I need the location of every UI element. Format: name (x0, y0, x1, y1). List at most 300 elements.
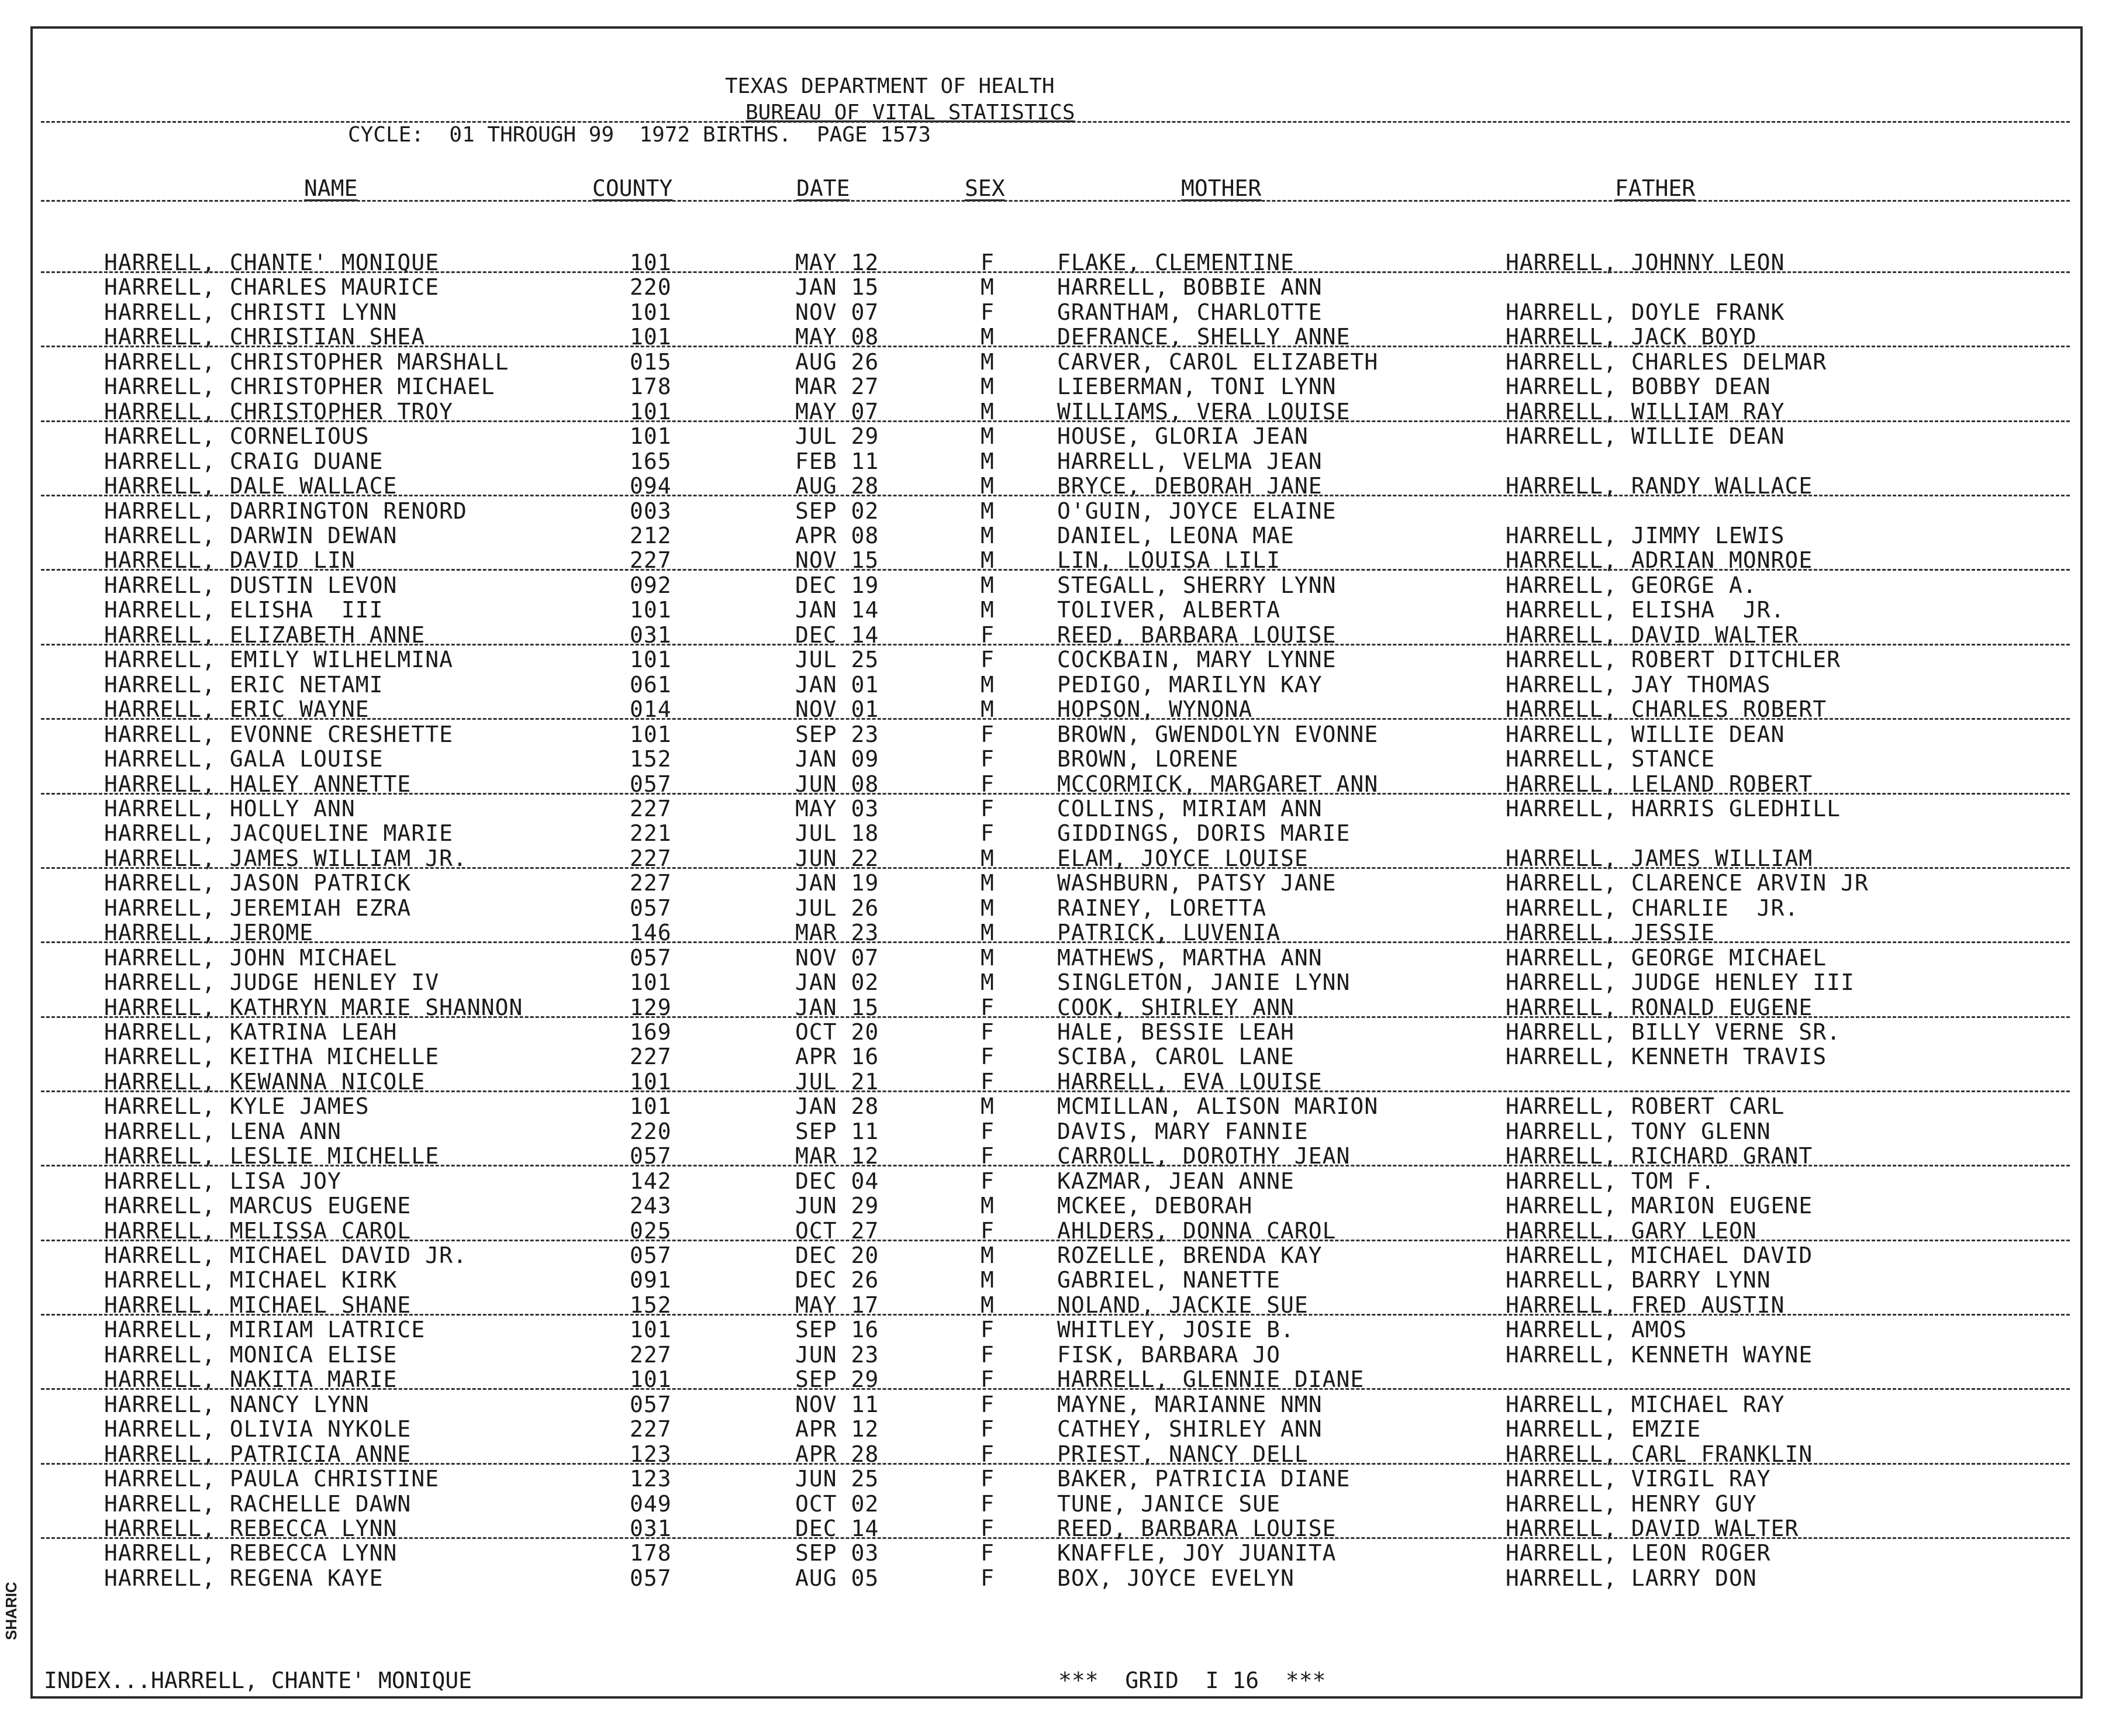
cell-name: HARRELL, CHRISTOPHER MARSHALL (104, 348, 509, 375)
table-row (0, 1392, 2116, 1417)
cell-mother: BROWN, GWENDOLYN EVONNE (1057, 721, 1379, 747)
cell-date: JUL 18 (795, 820, 879, 847)
table-row (0, 374, 2116, 399)
cell-father: HARRELL, ROBERT CARL (1506, 1093, 1785, 1120)
cell-mother: COCKBAIN, MARY LYNNE (1057, 647, 1337, 673)
cell-sex: M (981, 274, 995, 301)
cell-mother: KAZMAR, JEAN ANNE (1057, 1168, 1295, 1194)
cell-name: HARRELL, HALEY ANNETTE (104, 771, 412, 797)
cell-mother: HARRELL, EVA LOUISE (1057, 1068, 1323, 1095)
cell-mother: HALE, BESSIE LEAH (1057, 1019, 1295, 1045)
cell-mother: HARRELL, VELMA JEAN (1057, 448, 1323, 474)
cell-sex: F (981, 1466, 995, 1492)
cell-name: HARRELL, JEROME (104, 920, 314, 946)
cell-county: 220 (630, 1118, 672, 1144)
cell-father: HARRELL, ELISHA JR. (1506, 597, 1785, 623)
cell-father: HARRELL, LELAND ROBERT (1506, 771, 1813, 797)
cell-sex: F (981, 1516, 995, 1541)
cell-date: MAY 08 (795, 324, 879, 350)
cell-mother: GABRIEL, NANETTE (1057, 1267, 1281, 1293)
cell-sex: M (981, 944, 995, 971)
cell-father: HARRELL, HARRIS GLEDHILL (1506, 795, 1841, 822)
cell-date: AUG 28 (795, 473, 879, 499)
table-row (0, 1342, 2116, 1367)
row-separator (41, 495, 2070, 496)
row-separator (41, 718, 2070, 720)
cell-sex: M (981, 572, 995, 598)
cell-county: 101 (630, 597, 672, 623)
cell-father: HARRELL, TONY GLENN (1506, 1118, 1771, 1144)
cell-county: 057 (630, 1565, 672, 1591)
row-separator (41, 1314, 2070, 1316)
cell-name: HARRELL, CHRISTOPHER TROY (104, 398, 453, 424)
column-header-sex: SEX (965, 175, 1005, 201)
row-separator (41, 271, 2070, 273)
cell-date: OCT 27 (795, 1217, 879, 1244)
cell-mother: FISK, BARBARA JO (1057, 1341, 1281, 1368)
cell-sex: M (981, 547, 995, 574)
cell-father: HARRELL, GEORGE MICHAEL (1506, 944, 1827, 971)
cell-sex: M (981, 324, 995, 350)
cell-father: HARRELL, BILLY VERNE SR. (1506, 1019, 1841, 1045)
cell-date: JUL 29 (795, 423, 879, 450)
cell-mother: MATHEWS, MARTHA ANN (1057, 944, 1323, 971)
cell-sex: F (981, 1217, 995, 1244)
cell-mother: COOK, SHIRLEY ANN (1057, 994, 1295, 1020)
row-separator (41, 346, 2070, 347)
cell-sex: M (981, 1292, 995, 1318)
cell-sex: F (981, 622, 995, 648)
cell-date: SEP 23 (795, 721, 879, 747)
cell-county: 101 (630, 721, 672, 747)
cell-date: DEC 19 (795, 572, 879, 598)
cell-county: 243 (630, 1193, 672, 1219)
table-row (0, 573, 2116, 598)
cell-mother: O'GUIN, JOYCE ELAINE (1057, 498, 1337, 524)
cell-father: HARRELL, HENRY GUY (1506, 1490, 1757, 1517)
cell-mother: BOX, JOYCE EVELYN (1057, 1565, 1295, 1591)
table-row (0, 647, 2116, 672)
cell-name: HARRELL, MICHAEL SHANE (104, 1292, 412, 1318)
cell-county: 091 (630, 1267, 672, 1293)
cell-date: DEC 26 (795, 1267, 879, 1293)
cell-county: 152 (630, 1292, 672, 1318)
row-separator (41, 569, 2070, 571)
cell-father: HARRELL, KENNETH WAYNE (1506, 1341, 1813, 1368)
cell-mother: RAINEY, LORETTA (1057, 895, 1267, 921)
cell-county: 101 (630, 1317, 672, 1343)
table-row (0, 1020, 2116, 1044)
cell-county: 057 (630, 895, 672, 921)
table-row (0, 1119, 2116, 1144)
cell-father: HARRELL, EMZIE (1506, 1416, 1701, 1442)
cell-father: HARRELL, JAY THOMAS (1506, 671, 1771, 698)
cell-name: HARRELL, NANCY LYNN (104, 1391, 370, 1417)
cell-name: HARRELL, JASON PATRICK (104, 870, 412, 896)
cell-sex: F (981, 1416, 995, 1442)
cell-date: APR 28 (795, 1441, 879, 1467)
cell-father: HARRELL, GARY LEON (1506, 1217, 1757, 1244)
cell-date: MAY 12 (795, 250, 879, 275)
cell-mother: HARRELL, GLENNIE DIANE (1057, 1366, 1365, 1393)
table-row (0, 722, 2116, 747)
cell-date: DEC 14 (795, 1516, 879, 1541)
cell-county: 101 (630, 250, 672, 275)
cell-county: 025 (630, 1217, 672, 1244)
cell-date: MAR 23 (795, 920, 879, 946)
cell-county: 123 (630, 1466, 672, 1492)
cell-name: HARRELL, CHRISTI LYNN (104, 299, 398, 325)
cell-father: HARRELL, DAVID WALTER (1506, 1516, 1799, 1541)
cell-sex: M (981, 969, 995, 996)
cell-county: 057 (630, 771, 672, 797)
table-row (0, 275, 2116, 299)
cell-date: JUL 26 (795, 895, 879, 921)
table-row (0, 598, 2116, 622)
cell-county: 101 (630, 299, 672, 325)
cell-sex: F (981, 1366, 995, 1393)
cell-name: HARRELL, RACHELLE DAWN (104, 1490, 412, 1517)
cell-county: 227 (630, 547, 672, 574)
footer-index: INDEX...HARRELL, CHANTE' MONIQUE (44, 1668, 472, 1693)
cell-mother: WHITLEY, JOSIE B. (1057, 1317, 1295, 1343)
cell-date: NOV 11 (795, 1391, 879, 1417)
cell-date: JAN 28 (795, 1093, 879, 1120)
cell-date: JAN 19 (795, 870, 879, 896)
header-rule (41, 121, 2070, 123)
cell-sex: M (981, 696, 995, 723)
cell-sex: F (981, 1565, 995, 1591)
table-row (0, 1317, 2116, 1342)
cell-father: HARRELL, MICHAEL DAVID (1506, 1243, 1813, 1268)
cell-name: HARRELL, MICHAEL KIRK (104, 1267, 398, 1293)
table-row (0, 871, 2116, 895)
cell-date: MAR 27 (795, 374, 879, 400)
cell-county: 101 (630, 1068, 672, 1095)
cell-name: HARRELL, MARCUS EUGENE (104, 1193, 412, 1219)
table-row (0, 1417, 2116, 1441)
cell-father: HARRELL, GEORGE A. (1506, 572, 1757, 598)
cell-date: APR 08 (795, 523, 879, 548)
cell-sex: F (981, 1019, 995, 1045)
cell-date: JUN 29 (795, 1193, 879, 1219)
cell-sex: F (981, 1490, 995, 1517)
table-row (0, 1193, 2116, 1218)
cell-name: HARRELL, KYLE JAMES (104, 1093, 370, 1120)
cell-sex: M (981, 498, 995, 524)
cell-sex: F (981, 771, 995, 797)
cell-name: HARRELL, NAKITA MARIE (104, 1366, 398, 1393)
cell-mother: GRANTHAM, CHARLOTTE (1057, 299, 1323, 325)
cell-sex: F (981, 1118, 995, 1144)
cell-date: JUN 08 (795, 771, 879, 797)
cell-sex: F (981, 1044, 995, 1070)
header-cycle: CYCLE: 01 THROUGH 99 1972 BIRTHS. PAGE 1573 (348, 123, 931, 147)
cell-county: 092 (630, 572, 672, 598)
table-row (0, 424, 2116, 448)
cell-name: HARRELL, PATRICIA ANNE (104, 1441, 412, 1467)
cell-name: HARRELL, LISA JOY (104, 1168, 341, 1194)
cell-sex: F (981, 721, 995, 747)
cell-father: HARRELL, JIMMY LEWIS (1506, 523, 1785, 548)
cell-date: SEP 11 (795, 1118, 879, 1144)
cell-mother: ROZELLE, BRENDA KAY (1057, 1243, 1323, 1268)
cell-father: HARRELL, RICHARD GRANT (1506, 1143, 1813, 1169)
cell-father: HARRELL, RANDY WALLACE (1506, 473, 1813, 499)
cell-father: HARRELL, STANCE (1506, 746, 1715, 772)
cell-sex: M (981, 1093, 995, 1120)
cell-sex: M (981, 870, 995, 896)
cell-county: 227 (630, 1416, 672, 1442)
table-row (0, 1492, 2116, 1516)
cell-county: 101 (630, 1093, 672, 1120)
cell-name: HARRELL, MONICA ELISE (104, 1341, 398, 1368)
cell-mother: NOLAND, JACKIE SUE (1057, 1292, 1309, 1318)
cell-name: HARRELL, REGENA KAYE (104, 1565, 384, 1591)
header-bureau: BUREAU OF VITAL STATISTICS (745, 101, 1075, 125)
cell-father: HARRELL, BARRY LYNN (1506, 1267, 1771, 1293)
cell-father: HARRELL, WILLIE DEAN (1506, 721, 1785, 747)
cell-name: HARRELL, KEITHA MICHELLE (104, 1044, 440, 1070)
cell-father: HARRELL, CHARLES ROBERT (1506, 696, 1827, 723)
cell-sex: F (981, 299, 995, 325)
table-row (0, 1044, 2116, 1069)
cell-name: HARRELL, DALE WALLACE (104, 473, 398, 499)
table-row (0, 896, 2116, 920)
cell-county: 057 (630, 944, 672, 971)
cell-father: HARRELL, AMOS (1506, 1317, 1687, 1343)
cell-sex: F (981, 250, 995, 275)
cell-county: 061 (630, 671, 672, 698)
cell-date: NOV 07 (795, 944, 879, 971)
cell-name: HARRELL, JUDGE HENLEY IV (104, 969, 440, 996)
cell-name: HARRELL, JEREMIAH EZRA (104, 895, 412, 921)
cell-date: JAN 01 (795, 671, 879, 698)
cell-sex: F (981, 1540, 995, 1566)
cell-name: HARRELL, CHANTE' MONIQUE (104, 250, 440, 275)
cell-name: HARRELL, LENA ANN (104, 1118, 341, 1144)
cell-mother: MCMILLAN, ALISON MARION (1057, 1093, 1379, 1120)
cell-sex: F (981, 1391, 995, 1417)
cell-county: 031 (630, 1516, 672, 1541)
table-row (0, 1243, 2116, 1268)
cell-mother: ELAM, JOYCE LOUISE (1057, 845, 1309, 871)
cell-mother: REED, BARBARA LOUISE (1057, 622, 1337, 648)
cell-father: HARRELL, JOHNNY LEON (1506, 250, 1785, 275)
cell-name: HARRELL, MELISSA CAROL (104, 1217, 412, 1244)
row-separator (41, 941, 2070, 943)
column-header-rule (41, 200, 2070, 202)
cell-sex: M (981, 348, 995, 375)
cell-mother: DANIEL, LEONA MAE (1057, 523, 1295, 548)
cell-county: 015 (630, 348, 672, 375)
side-mark: SHARIC (2, 1582, 20, 1640)
cell-date: SEP 02 (795, 498, 879, 524)
cell-mother: CATHEY, SHIRLEY ANN (1057, 1416, 1323, 1442)
cell-father: HARRELL, DOYLE FRANK (1506, 299, 1785, 325)
row-separator (41, 867, 2070, 869)
cell-sex: M (981, 597, 995, 623)
cell-mother: CARROLL, DOROTHY JEAN (1057, 1143, 1351, 1169)
cell-county: 101 (630, 647, 672, 673)
cell-sex: M (981, 920, 995, 946)
cell-county: 057 (630, 1143, 672, 1169)
cell-sex: F (981, 1068, 995, 1095)
cell-county: 178 (630, 1540, 672, 1566)
cell-county: 178 (630, 374, 672, 400)
cell-date: JUN 25 (795, 1466, 879, 1492)
cell-sex: F (981, 1441, 995, 1467)
cell-sex: M (981, 671, 995, 698)
footer-grid: *** GRID I 16 *** (1058, 1668, 1326, 1693)
cell-father: HARRELL, BOBBY DEAN (1506, 374, 1771, 400)
cell-sex: M (981, 473, 995, 499)
cell-name: HARRELL, OLIVIA NYKOLE (104, 1416, 412, 1442)
cell-county: 169 (630, 1019, 672, 1045)
row-separator (41, 1240, 2070, 1241)
cell-mother: TOLIVER, ALBERTA (1057, 597, 1281, 623)
table-row (0, 1169, 2116, 1193)
cell-name: HARRELL, ELIZABETH ANNE (104, 622, 426, 648)
cell-date: JAN 15 (795, 994, 879, 1020)
cell-name: HARRELL, JACQUELINE MARIE (104, 820, 453, 847)
cell-mother: WASHBURN, PATSY JANE (1057, 870, 1337, 896)
cell-mother: REED, BARBARA LOUISE (1057, 1516, 1337, 1541)
cell-name: HARRELL, DUSTIN LEVON (104, 572, 398, 598)
cell-date: NOV 01 (795, 696, 879, 723)
cell-father: HARRELL, FRED AUSTIN (1506, 1292, 1785, 1318)
table-row (0, 1466, 2116, 1491)
cell-county: 165 (630, 448, 672, 474)
column-header-county: COUNTY (592, 175, 673, 201)
cell-name: HARRELL, MIRIAM LATRICE (104, 1317, 426, 1343)
cell-date: AUG 26 (795, 348, 879, 375)
cell-county: 101 (630, 1366, 672, 1393)
cell-name: HARRELL, ERIC NETAMI (104, 671, 384, 698)
cell-name: HARRELL, EVONNE CRESHETTE (104, 721, 453, 747)
cell-father: HARRELL, CARL FRANKLIN (1506, 1441, 1813, 1467)
cell-name: HARRELL, REBECCA LYNN (104, 1540, 398, 1566)
cell-name: HARRELL, HOLLY ANN (104, 795, 355, 822)
cell-mother: MCCORMICK, MARGARET ANN (1057, 771, 1379, 797)
cell-name: HARRELL, JOHN MICHAEL (104, 944, 398, 971)
cell-mother: HARRELL, BOBBIE ANN (1057, 274, 1323, 301)
cell-name: HARRELL, CORNELIOUS (104, 423, 370, 450)
cell-date: JAN 15 (795, 274, 879, 301)
column-header-father: FATHER (1615, 175, 1696, 201)
row-separator (41, 1090, 2070, 1092)
cell-mother: BRYCE, DEBORAH JANE (1057, 473, 1323, 499)
cell-father: HARRELL, CHARLIE JR. (1506, 895, 1799, 921)
cell-county: 094 (630, 473, 672, 499)
row-separator (41, 793, 2070, 795)
cell-county: 129 (630, 994, 672, 1020)
cell-county: 057 (630, 1391, 672, 1417)
cell-name: HARRELL, ERIC WAYNE (104, 696, 370, 723)
cell-father: HARRELL, ADRIAN MONROE (1506, 547, 1813, 574)
cell-date: JUN 23 (795, 1341, 879, 1368)
cell-county: 031 (630, 622, 672, 648)
table-row (0, 672, 2116, 697)
cell-sex: F (981, 1317, 995, 1343)
cell-county: 212 (630, 523, 672, 548)
cell-mother: LIEBERMAN, TONI LYNN (1057, 374, 1337, 400)
table-row (0, 796, 2116, 821)
cell-mother: GIDDINGS, DORIS MARIE (1057, 820, 1351, 847)
row-separator (41, 644, 2070, 646)
row-separator (41, 1016, 2070, 1018)
cell-mother: WILLIAMS, VERA LOUISE (1057, 398, 1351, 424)
row-separator (41, 1463, 2070, 1465)
cell-name: HARRELL, REBECCA LYNN (104, 1516, 398, 1541)
table-row (0, 970, 2116, 995)
cell-mother: CARVER, CAROL ELIZABETH (1057, 348, 1379, 375)
cell-father: HARRELL, ROBERT DITCHLER (1506, 647, 1841, 673)
column-header-date: DATE (796, 175, 850, 201)
row-separator (41, 1388, 2070, 1390)
cell-father: HARRELL, KENNETH TRAVIS (1506, 1044, 1827, 1070)
cell-mother: SINGLETON, JANIE LYNN (1057, 969, 1351, 996)
cell-father: HARRELL, JAMES WILLIAM (1506, 845, 1813, 871)
cell-name: HARRELL, MICHAEL DAVID JR. (104, 1243, 467, 1268)
cell-name: HARRELL, DAVID LIN (104, 547, 355, 574)
cell-father: HARRELL, LARRY DON (1506, 1565, 1757, 1591)
cell-mother: STEGALL, SHERRY LYNN (1057, 572, 1337, 598)
cell-mother: HOUSE, GLORIA JEAN (1057, 423, 1309, 450)
cell-county: 227 (630, 845, 672, 871)
cell-father: HARRELL, RONALD EUGENE (1506, 994, 1813, 1020)
cell-name: HARRELL, PAULA CHRISTINE (104, 1466, 440, 1492)
cell-date: NOV 15 (795, 547, 879, 574)
cell-county: 152 (630, 746, 672, 772)
cell-mother: KNAFFLE, JOY JUANITA (1057, 1540, 1337, 1566)
row-separator (41, 1165, 2070, 1166)
cell-county: 123 (630, 1441, 672, 1467)
column-header-mother: MOTHER (1181, 175, 1262, 201)
cell-name: HARRELL, KATHRYN MARIE SHANNON (104, 994, 523, 1020)
cell-name: HARRELL, KEWANNA NICOLE (104, 1068, 426, 1095)
cell-mother: MCKEE, DEBORAH (1057, 1193, 1253, 1219)
cell-father: HARRELL, VIRGIL RAY (1506, 1466, 1771, 1492)
column-header-name: NAME (304, 175, 358, 201)
cell-mother: DAVIS, MARY FANNIE (1057, 1118, 1309, 1144)
cell-sex: M (981, 1193, 995, 1219)
cell-date: DEC 14 (795, 622, 879, 648)
cell-sex: F (981, 746, 995, 772)
cell-date: MAR 12 (795, 1143, 879, 1169)
cell-county: 057 (630, 1243, 672, 1268)
cell-county: 227 (630, 1044, 672, 1070)
cell-county: 227 (630, 870, 672, 896)
table-row (0, 1268, 2116, 1292)
cell-sex: F (981, 1341, 995, 1368)
cell-county: 003 (630, 498, 672, 524)
cell-mother: PATRICK, LUVENIA (1057, 920, 1281, 946)
cell-date: OCT 02 (795, 1490, 879, 1517)
cell-father: HARRELL, WILLIAM RAY (1506, 398, 1785, 424)
cell-name: HARRELL, DARWIN DEWAN (104, 523, 398, 548)
cell-county: 142 (630, 1168, 672, 1194)
cell-mother: AHLDERS, DONNA CAROL (1057, 1217, 1337, 1244)
cell-mother: LIN, LOUISA LILI (1057, 547, 1281, 574)
cell-date: JAN 02 (795, 969, 879, 996)
cell-father: HARRELL, WILLIE DEAN (1506, 423, 1785, 450)
cell-name: HARRELL, JAMES WILLIAM JR. (104, 845, 467, 871)
cell-name: HARRELL, DARRINGTON RENORD (104, 498, 467, 524)
cell-mother: DEFRANCE, SHELLY ANNE (1057, 324, 1351, 350)
cell-father: HARRELL, MARION EUGENE (1506, 1193, 1813, 1219)
cell-date: DEC 04 (795, 1168, 879, 1194)
